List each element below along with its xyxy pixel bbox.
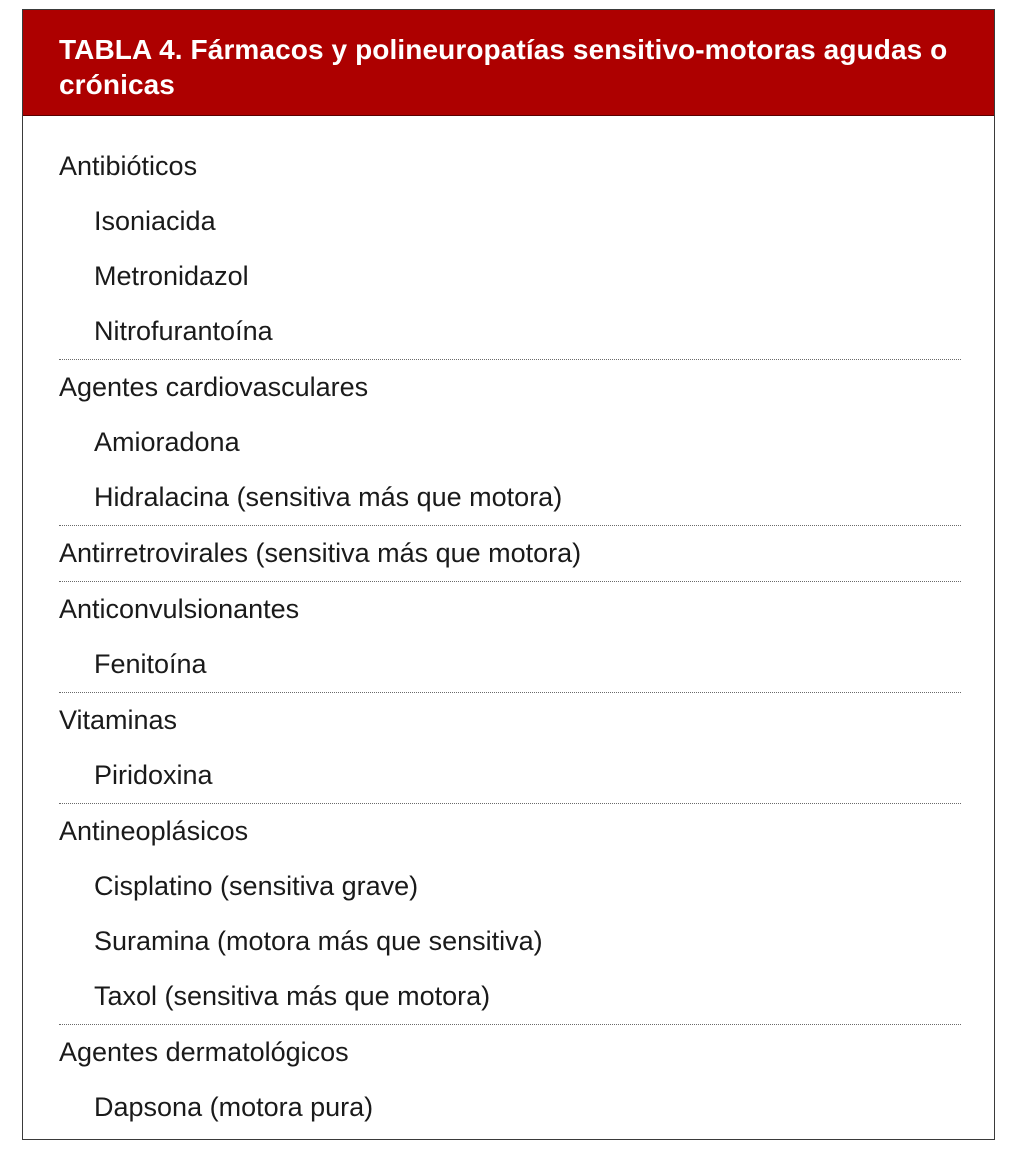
drug-group xyxy=(59,139,961,360)
drug-category: Agentes dermatológicos xyxy=(59,1037,349,1067)
drug-group xyxy=(59,804,961,1025)
drug-category: Antirretrovirales (sensitiva más que motora) xyxy=(59,538,582,568)
drug-item: Fenitoína xyxy=(94,649,207,679)
drug-item: Suramina (motora más que sensitiva) xyxy=(94,926,543,956)
drug-item: Amioradona xyxy=(94,427,240,457)
drug-group xyxy=(59,360,961,526)
drug-item: Nitrofurantoína xyxy=(94,316,273,346)
table-body xyxy=(23,116,994,1135)
drug-item: Dapsona (motora pura) xyxy=(94,1092,374,1122)
drug-item: Cisplatino (sensitiva grave) xyxy=(94,871,419,901)
drug-group xyxy=(59,526,961,582)
drug-table xyxy=(22,9,995,1140)
drug-category: Vitaminas xyxy=(59,705,178,735)
drug-item: Isoniacida xyxy=(94,206,216,236)
drug-category: Agentes cardiovasculares xyxy=(59,372,369,402)
drug-category: Antibióticos xyxy=(59,151,198,181)
table-header xyxy=(23,10,994,116)
drug-category: Antineoplásicos xyxy=(59,816,249,846)
drug-item: Taxol (sensitiva más que motora) xyxy=(94,981,491,1011)
table-title: TABLA 4. Fármacos y polineuropatías sensitivo-motoras agudas o crónicas xyxy=(59,34,948,100)
drug-item: Piridoxina xyxy=(94,760,213,790)
drug-group xyxy=(59,1025,961,1135)
drug-item: Hidralacina (sensitiva más que motora) xyxy=(94,482,563,512)
drug-group xyxy=(59,693,961,804)
drug-category: Anticonvulsionantes xyxy=(59,594,300,624)
drug-item: Metronidazol xyxy=(94,261,249,291)
drug-group xyxy=(59,582,961,693)
